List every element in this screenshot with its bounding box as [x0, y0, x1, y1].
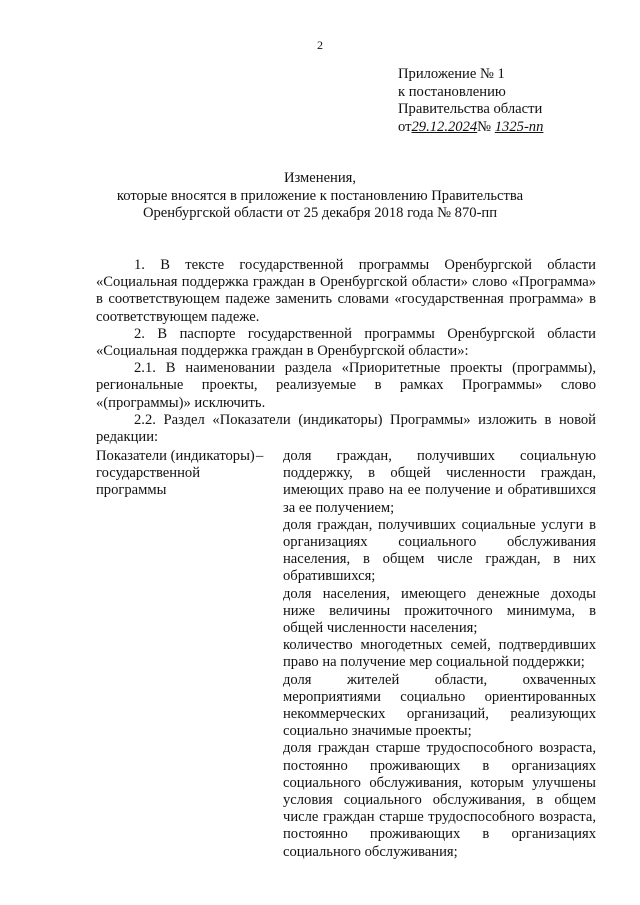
- title-line-2: которые вносятся в приложение к постановлению Правительства: [116, 187, 524, 204]
- indicator-item: доля населения, имеющего денежные доходы ниже величины прожиточного минимума, в общей численности населения;: [283, 585, 596, 637]
- indicator-item: количество многодетных семей, подтвердивших право на получение мер социальной поддержки;: [283, 637, 596, 671]
- indicators-table: [96, 448, 596, 861]
- document-body: [96, 257, 596, 446]
- indicator-item: доля жителей области, охваченных мероприятиями социально ориентированных некоммерческих организаций, реализующих социально значимые проекты;: [283, 671, 596, 740]
- paragraph-2-2: 2.2. Раздел «Показатели (индикаторы) Программы» изложить в новой редакции:: [96, 411, 596, 446]
- appendix-line-2: к постановлению: [398, 83, 506, 100]
- paragraph-2-1: 2.1. В наименовании раздела «Приоритетные проекты (программы), региональные проекты, реализуемые в рамках Программы» слово «(программы)» исключить.: [96, 360, 596, 411]
- appendix-line-1: Приложение № 1: [398, 66, 505, 82]
- title-line-3: Оренбургской области от 25 декабря 2018 года № 870-пп: [142, 205, 498, 222]
- date-prefix: от: [398, 118, 412, 135]
- paragraph-2: 2. В паспорте государственной программы Оренбургской области «Социальная поддержка граждан в Оренбургской области»:: [96, 325, 596, 360]
- indicators-row: [96, 448, 596, 861]
- page-number: 2: [317, 38, 323, 52]
- document-title: [0, 170, 640, 223]
- number-prefix: №: [477, 118, 492, 135]
- indicator-item: доля граждан старше трудоспособного возраста, постоянно проживающих в организациях социального обслуживания, которым улучшены условия социального обслуживания, в общем числе граждан старше трудоспособного возраста, постоянно проживающих в организациях социального обслуживания;: [283, 740, 596, 860]
- indicators-list: [283, 448, 596, 861]
- indicator-item: доля граждан, получивших социальные услуги в организациях социального обслуживания населения, в общем числе граждан, в них обратившихся;: [283, 516, 596, 585]
- handwritten-date: 29.12.2024: [411, 118, 478, 135]
- paragraph-1: 1. В тексте государственной программы Оренбургской области «Социальная поддержка граждан в Оренбургской области» слово «Программа» в соответствующем падеже заменить словами «государственная программа» в соответствующем падеже.: [96, 257, 596, 325]
- indicators-label: Показатели (индикаторы) государственной программы: [96, 448, 255, 499]
- separator-dash: –: [256, 448, 264, 464]
- appendix-header: [398, 66, 543, 136]
- title-line-1: Изменения,: [283, 170, 357, 186]
- indicator-item: доля граждан, получивших социальную поддержку, в общей численности граждан, имеющих право на ее получение и обратившихся за ее получением;: [283, 448, 596, 516]
- appendix-line-3: Правительства области: [398, 101, 543, 118]
- appendix-date-line: [398, 119, 543, 137]
- handwritten-number: 1325-пп: [494, 118, 544, 135]
